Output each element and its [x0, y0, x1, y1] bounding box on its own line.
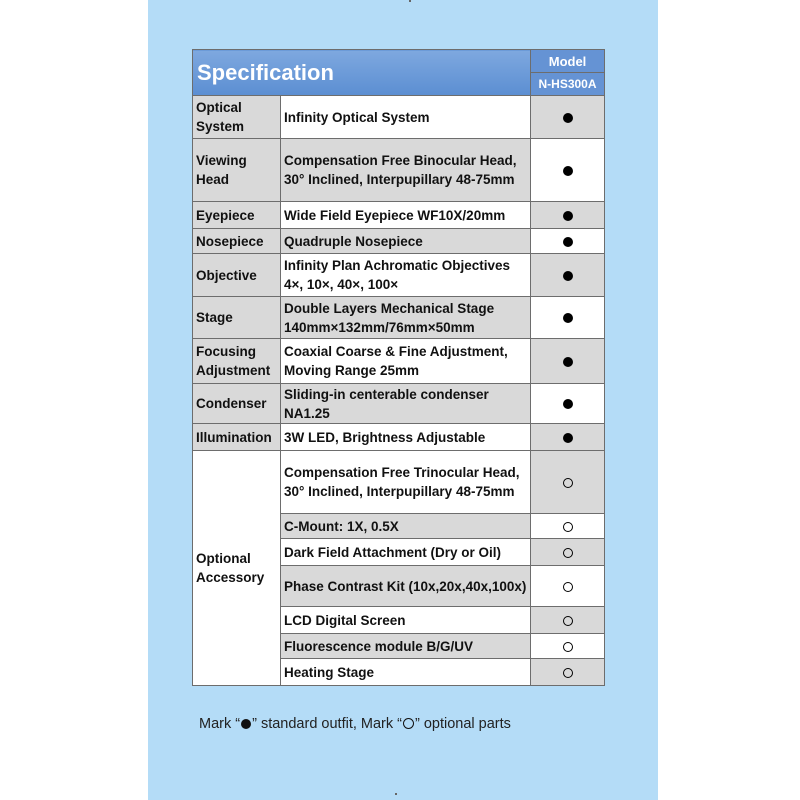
open-circle-icon — [563, 522, 573, 532]
optional-description-cell: C-Mount: 1X, 0.5X — [281, 514, 531, 539]
category-cell: Focusing Adjustment — [193, 339, 281, 384]
mark-cell — [531, 202, 605, 229]
optional-row — [193, 451, 605, 514]
spec-row — [193, 339, 605, 384]
spec-row — [193, 297, 605, 339]
description-cell: Infinity Plan Achromatic Objectives 4×, 10×, 40×, 100× — [281, 254, 531, 297]
spec-row — [193, 139, 605, 202]
category-cell: Illumination — [193, 424, 281, 451]
optional-description-cell: Dark Field Attachment (Dry or Oil) — [281, 539, 531, 566]
description-cell: Double Layers Mechanical Stage 140mm×132mm/76mm×50mm — [281, 297, 531, 339]
mark-cell — [531, 254, 605, 297]
optional-category-cell: Optional Accessory — [193, 451, 281, 686]
spec-table — [192, 49, 605, 686]
filled-circle-icon — [563, 211, 573, 221]
description-cell: Infinity Optical System — [281, 96, 531, 139]
filled-circle-icon — [563, 271, 573, 281]
mark-cell — [531, 339, 605, 384]
optional-description-cell: Phase Contrast Kit (10x,20x,40x,100x) — [281, 566, 531, 607]
description-cell: Sliding-in centerable condenser NA1.25 — [281, 384, 531, 424]
spec-row — [193, 424, 605, 451]
mark-cell — [531, 229, 605, 254]
description-cell: Coaxial Coarse & Fine Adjustment, Moving Range 25mm — [281, 339, 531, 384]
spec-rows — [193, 96, 605, 686]
category-cell: Condenser — [193, 384, 281, 424]
spec-table-container — [192, 49, 604, 686]
legend-note — [199, 716, 511, 732]
mark-cell — [531, 607, 605, 634]
mark-cell — [531, 659, 605, 686]
optional-description-cell: Compensation Free Trinocular Head, 30° Inclined, Interpupillary 48-75mm — [281, 451, 531, 514]
model-label: Model — [531, 50, 605, 73]
spec-row — [193, 96, 605, 139]
description-cell: 3W LED, Brightness Adjustable — [281, 424, 531, 451]
filled-circle-icon — [563, 399, 573, 409]
spec-row — [193, 384, 605, 424]
speck — [395, 793, 397, 795]
spec-row — [193, 229, 605, 254]
description-cell: Quadruple Nosepiece — [281, 229, 531, 254]
filled-circle-icon — [563, 113, 573, 123]
filled-circle-icon — [563, 313, 573, 323]
open-circle-icon — [563, 582, 573, 592]
open-circle-icon — [403, 718, 414, 729]
category-cell: Eyepiece — [193, 202, 281, 229]
mark-cell — [531, 539, 605, 566]
open-circle-icon — [563, 668, 573, 678]
category-cell: Viewing Head — [193, 139, 281, 202]
mark-cell — [531, 634, 605, 659]
optional-description-cell: Heating Stage — [281, 659, 531, 686]
description-cell: Compensation Free Binocular Head, 30° Inclined, Interpupillary 48-75mm — [281, 139, 531, 202]
speck — [409, 0, 411, 2]
mark-cell — [531, 297, 605, 339]
spec-row — [193, 254, 605, 297]
filled-circle-icon — [241, 719, 251, 729]
description-cell: Wide Field Eyepiece WF10X/20mm — [281, 202, 531, 229]
open-circle-icon — [563, 548, 573, 558]
legend-prefix: Mark “ — [199, 716, 241, 732]
mark-cell — [531, 451, 605, 514]
open-circle-icon — [563, 642, 573, 652]
spec-title: Specification — [193, 50, 531, 96]
legend-standard-text: ” standard outfit, Mark “ — [252, 716, 402, 732]
optional-description-cell: LCD Digital Screen — [281, 607, 531, 634]
category-cell: Optical System — [193, 96, 281, 139]
category-cell: Nosepiece — [193, 229, 281, 254]
spec-row — [193, 202, 605, 229]
category-cell: Stage — [193, 297, 281, 339]
filled-circle-icon — [563, 166, 573, 176]
mark-cell — [531, 424, 605, 451]
mark-cell — [531, 96, 605, 139]
legend-optional-text: ” optional parts — [414, 716, 511, 732]
filled-circle-icon — [563, 357, 573, 367]
optional-description-cell: Fluorescence module B/G/UV — [281, 634, 531, 659]
filled-circle-icon — [563, 433, 573, 443]
mark-cell — [531, 384, 605, 424]
open-circle-icon — [563, 478, 573, 488]
category-cell: Objective — [193, 254, 281, 297]
mark-cell — [531, 514, 605, 539]
model-value: N-HS300A — [531, 73, 605, 96]
filled-circle-icon — [563, 237, 573, 247]
mark-cell — [531, 566, 605, 607]
open-circle-icon — [563, 616, 573, 626]
mark-cell — [531, 139, 605, 202]
